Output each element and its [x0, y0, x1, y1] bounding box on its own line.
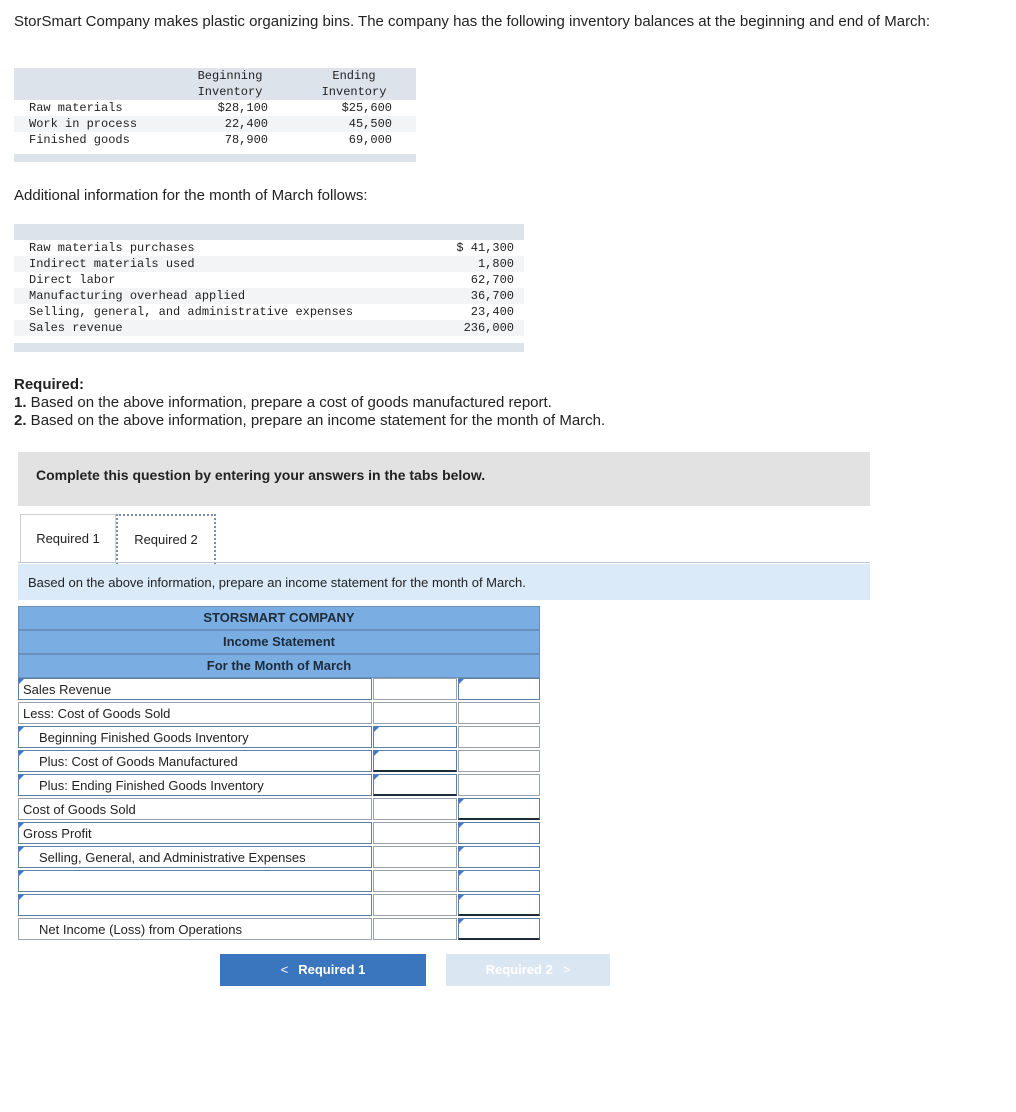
additional-info-table — [14, 224, 524, 352]
line-label-input[interactable] — [18, 846, 372, 868]
amount-input[interactable] — [458, 894, 540, 916]
item-text: Based on the above information, prepare a cost of goods manufactured report. — [26, 394, 552, 411]
ending-value: $25,600 — [341, 101, 392, 115]
beginning-value: $28,100 — [217, 101, 268, 115]
table-row — [14, 132, 416, 148]
table-row — [14, 256, 524, 272]
tab-required-2[interactable]: Required 2 — [116, 514, 216, 564]
prev-button[interactable] — [220, 954, 426, 986]
additional-info-heading: Additional information for the month of March follows: — [14, 187, 368, 204]
amount-cell — [458, 702, 540, 724]
amount-input[interactable] — [373, 726, 457, 748]
line-label-input[interactable] — [18, 750, 372, 772]
amount-cell — [373, 798, 457, 820]
required-item-2 — [14, 412, 605, 430]
line-label-text: Cost of Goods Sold — [23, 802, 136, 817]
table-row — [14, 100, 416, 116]
amount-input[interactable] — [458, 678, 540, 700]
chevron-left-icon: < — [280, 962, 289, 977]
row-label: Work in process — [29, 117, 138, 131]
col-header-beginning-line2: Inventory — [197, 85, 263, 99]
amount-input[interactable] — [458, 846, 540, 868]
statement-title: Income Statement — [18, 630, 540, 654]
row-value: 1,800 — [477, 257, 514, 271]
line-label-input[interactable] — [18, 726, 372, 748]
line-label — [18, 798, 372, 820]
line-label-input[interactable] — [18, 678, 372, 700]
row-value: $ 41,300 — [456, 241, 514, 255]
amount-cell — [373, 918, 457, 940]
statement-company: STORSMART COMPANY — [18, 606, 540, 630]
row-label: Manufacturing overhead applied — [29, 289, 246, 303]
item-number: 1. — [14, 394, 27, 411]
statement-period: For the Month of March — [18, 654, 540, 678]
col-header-ending-line2: Inventory — [321, 85, 387, 99]
col-header-ending-line1: Ending — [332, 69, 376, 83]
table-row — [14, 288, 524, 304]
row-value: 236,000 — [463, 321, 514, 335]
item-text: Based on the above information, prepare an income statement for the month of March. — [26, 412, 606, 429]
row-label: Finished goods — [29, 133, 130, 147]
amount-cell — [458, 750, 540, 772]
table-row — [14, 304, 524, 320]
col-header-ending — [309, 68, 399, 100]
row-label: Raw materials — [29, 101, 123, 115]
required-title: Required: — [14, 376, 85, 393]
line-label: Selling, General, and Administrative Expenses — [39, 850, 306, 865]
table-row — [14, 116, 416, 132]
line-label: Sales Revenue — [23, 682, 112, 697]
amount-cell — [373, 846, 457, 868]
row-label: Raw materials purchases — [29, 241, 195, 255]
beginning-value: 22,400 — [224, 117, 268, 131]
amount-input[interactable] — [458, 822, 540, 844]
prev-button-label: Required 1 — [298, 962, 366, 977]
required-section — [14, 376, 605, 430]
problem-intro: StorSmart Company makes plastic organizing bins. The company has the following inventory balances at the beginning and end of March: — [14, 13, 931, 30]
amount-input[interactable] — [373, 750, 457, 772]
amount-cell — [458, 726, 540, 748]
amount-cell — [373, 702, 457, 724]
row-label: Indirect materials used — [29, 257, 195, 271]
row-label: Sales revenue — [29, 321, 123, 335]
complete-banner — [18, 452, 870, 506]
ending-value: 69,000 — [348, 133, 392, 147]
item-number: 2. — [14, 412, 27, 429]
chevron-right-icon: > — [562, 962, 571, 977]
col-header-beginning-line1: Beginning — [197, 69, 263, 83]
row-value: 23,400 — [470, 305, 514, 319]
line-label: Plus: Ending Finished Goods Inventory — [39, 778, 264, 793]
amount-cell — [373, 870, 457, 892]
amount-input[interactable] — [458, 918, 540, 940]
row-label: Selling, general, and administrative expenses — [29, 305, 354, 319]
next-button[interactable] — [446, 954, 610, 986]
table-row — [14, 240, 524, 256]
line-label-text: Net Income (Loss) from Operations — [39, 922, 243, 937]
instruction-text: Based on the above information, prepare an income statement for the month of March. — [28, 575, 526, 590]
table-row — [14, 272, 524, 288]
line-label: Gross Profit — [23, 826, 92, 841]
ending-value: 45,500 — [348, 117, 392, 131]
line-label-input[interactable] — [18, 822, 372, 844]
line-label-text: Less: Cost of Goods Sold — [23, 706, 171, 721]
line-label-input[interactable] — [18, 870, 372, 892]
instruction-bar — [18, 564, 870, 600]
row-label: Direct labor — [29, 273, 116, 287]
amount-input[interactable] — [373, 774, 457, 796]
amount-cell — [458, 774, 540, 796]
next-button-label: Required 2 — [485, 962, 553, 977]
col-header-beginning — [184, 68, 276, 100]
amount-cell — [373, 678, 457, 700]
tab-required-1[interactable]: Required 1 — [20, 514, 116, 563]
line-label-input[interactable] — [18, 894, 372, 916]
line-label: Plus: Cost of Goods Manufactured — [39, 754, 238, 769]
tab-divider — [18, 562, 870, 563]
row-value: 62,700 — [470, 273, 514, 287]
row-value: 36,700 — [470, 289, 514, 303]
required-item-1 — [14, 394, 605, 412]
line-label — [18, 702, 372, 724]
line-label — [18, 918, 372, 940]
line-label: Beginning Finished Goods Inventory — [39, 730, 249, 745]
amount-cell — [373, 822, 457, 844]
table-row — [14, 320, 524, 336]
amount-cell — [373, 894, 457, 916]
inventory-table — [14, 68, 416, 163]
beginning-value: 78,900 — [224, 133, 268, 147]
amount-input[interactable] — [458, 870, 540, 892]
line-label-input[interactable] — [18, 774, 372, 796]
amount-input[interactable] — [458, 798, 540, 820]
complete-banner-text: Complete this question by entering your answers in the tabs below. — [36, 467, 486, 483]
